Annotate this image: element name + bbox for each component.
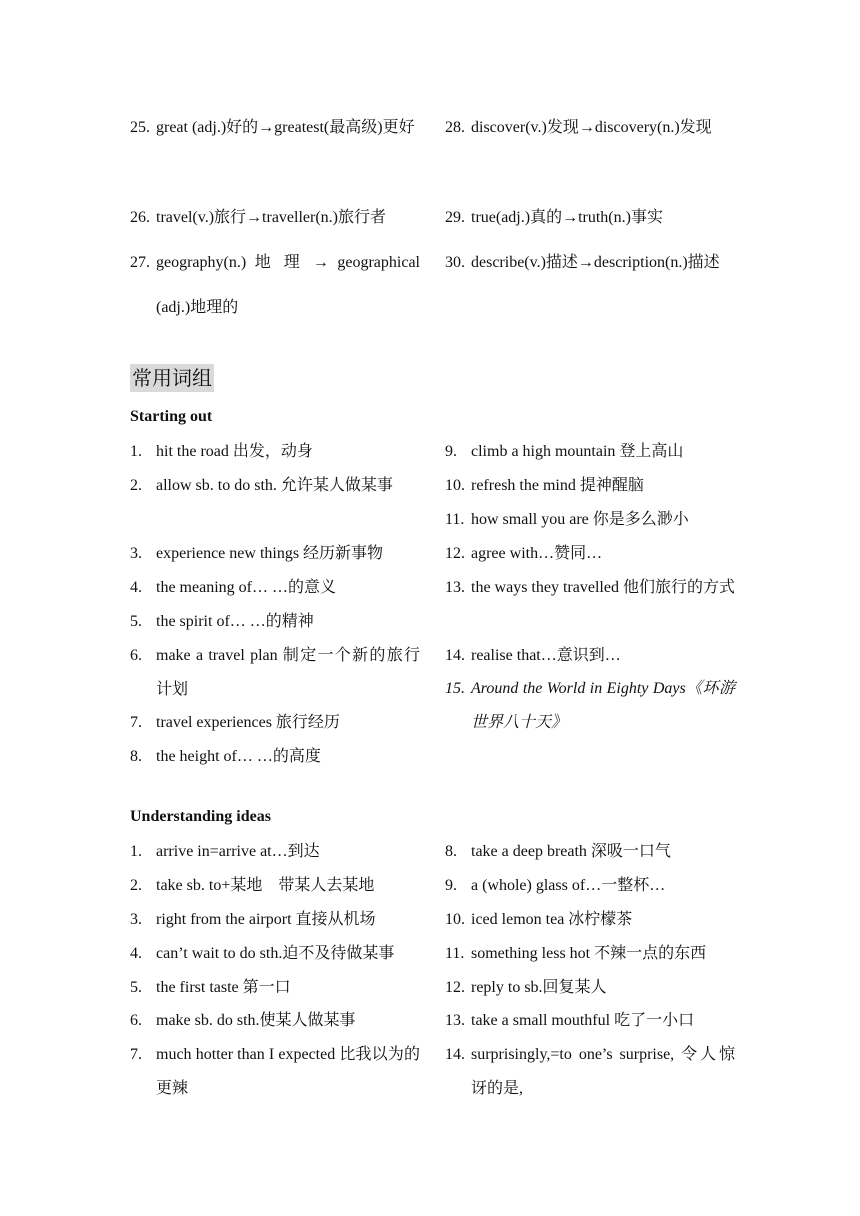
item-number: 12. — [445, 545, 465, 562]
item-number: 6. — [130, 1012, 142, 1029]
section-heading: 常用词组 — [132, 366, 212, 390]
list-item — [445, 672, 735, 740]
item-text: the meaning of… …的意义 — [156, 579, 336, 596]
item-text: right from the airport 直接从机场 — [156, 911, 376, 928]
list-item — [130, 835, 420, 869]
item-text: true(adj.)真的→truth(n.)事实 — [471, 209, 663, 226]
item-number: 6. — [130, 647, 142, 664]
item-text: experience new things 经历新事物 — [156, 545, 384, 562]
item-number: 12. — [445, 979, 465, 996]
item-number: 9. — [445, 877, 457, 894]
item-text: geography(n.) 地 理 → geographical (adj.)地理的 — [156, 254, 420, 316]
list-item — [445, 571, 735, 605]
list-item — [445, 639, 735, 673]
list-item — [130, 469, 420, 503]
item-text: the spirit of… …的精神 — [156, 613, 314, 630]
list-item — [130, 706, 420, 740]
item-text: allow sb. to do sth. 允许某人做某事 — [156, 477, 393, 494]
item-number: 11. — [445, 511, 465, 528]
item-number: 11. — [445, 945, 465, 962]
list-item — [130, 971, 420, 1005]
item-number: 7. — [130, 714, 142, 731]
item-text: hit the road 出发，动身 — [156, 443, 313, 460]
list-item — [130, 937, 420, 971]
item-number: 14. — [445, 647, 465, 664]
item-text: take sb. to+某地 带某人去某地 — [156, 877, 375, 894]
item-number: 26. — [130, 209, 150, 226]
item-text: describe(v.)描述→description(n.)描述 — [471, 254, 720, 271]
list-item — [445, 435, 735, 469]
list-item — [130, 1004, 420, 1038]
item-number: 1. — [130, 843, 142, 860]
item-number: 28. — [445, 119, 465, 136]
list-item — [445, 835, 735, 869]
subsection-title-starting-out: Starting out — [130, 408, 213, 425]
item-number: 14. — [445, 1046, 465, 1063]
list-item — [445, 503, 735, 537]
subsection-title-understanding-ideas: Understanding ideas — [130, 808, 271, 825]
item-text: agree with…赞同… — [471, 545, 603, 562]
item-text: great (adj.)好的→greatest(最高级)更好 — [156, 119, 415, 136]
item-number: 4. — [130, 579, 142, 596]
list-item — [445, 240, 735, 285]
item-number: 13. — [445, 1012, 465, 1029]
item-number: 30. — [445, 254, 465, 271]
list-item — [130, 195, 420, 240]
list-item — [130, 571, 420, 605]
item-number: 5. — [130, 979, 142, 996]
item-text: discover(v.)发现→discovery(n.)发现 — [471, 119, 712, 136]
list-item — [445, 1004, 735, 1038]
list-item — [445, 1038, 735, 1106]
item-text: can’t wait to do sth.迫不及待做某事 — [156, 945, 395, 962]
item-number: 9. — [445, 443, 457, 460]
item-number: 7. — [130, 1046, 142, 1063]
item-number: 10. — [445, 911, 465, 928]
item-number: 13. — [445, 579, 465, 596]
list-item — [130, 1038, 420, 1106]
item-number: 5. — [130, 613, 142, 630]
item-text: a (whole) glass of…一整杯… — [471, 877, 666, 894]
item-text: refresh the mind 提神醒脑 — [471, 477, 644, 494]
item-number: 27. — [130, 254, 150, 271]
item-text: iced lemon tea 冰柠檬茶 — [471, 911, 633, 928]
list-item — [445, 903, 735, 937]
item-text: arrive in=arrive at…到达 — [156, 843, 320, 860]
item-text: climb a high mountain 登上高山 — [471, 443, 684, 460]
item-text: surprisingly,=to one’s surprise, 令人惊讶的是, — [471, 1046, 735, 1097]
item-text: take a small mouthful 吃了一小口 — [471, 1012, 695, 1029]
item-number: 15. — [445, 680, 465, 697]
item-text: make a travel plan 制定一个新的旅行计划 — [156, 647, 420, 698]
item-text: take a deep breath 深吸一口气 — [471, 843, 671, 860]
item-text: travel(v.)旅行→traveller(n.)旅行者 — [156, 209, 386, 226]
list-item — [445, 971, 735, 1005]
list-item — [445, 937, 735, 971]
item-text: something less hot 不辣一点的东西 — [471, 945, 707, 962]
list-item — [130, 240, 420, 330]
item-text: the first taste 第一口 — [156, 979, 291, 996]
list-item — [445, 105, 735, 150]
item-text: realise that…意识到… — [471, 647, 621, 664]
item-number: 29. — [445, 209, 465, 226]
list-item — [445, 195, 735, 240]
item-number: 8. — [445, 843, 457, 860]
list-item — [445, 869, 735, 903]
list-item — [130, 605, 420, 639]
item-text: reply to sb.回复某人 — [471, 979, 607, 996]
list-item — [130, 869, 420, 903]
item-number: 3. — [130, 911, 142, 928]
item-number: 1. — [130, 443, 142, 460]
item-text: the ways they travelled 他们旅行的方式 — [471, 579, 735, 596]
item-text: make sb. do sth.使某人做某事 — [156, 1012, 356, 1029]
list-item — [445, 537, 735, 571]
list-item — [130, 639, 420, 707]
item-text: travel experiences 旅行经历 — [156, 714, 340, 731]
item-text: how small you are 你是多么渺小 — [471, 511, 689, 528]
item-number: 2. — [130, 877, 142, 894]
item-number: 4. — [130, 945, 142, 962]
item-number: 3. — [130, 545, 142, 562]
list-item — [130, 537, 420, 571]
list-item — [130, 435, 420, 469]
item-text: much hotter than I expected 比我以为的更辣 — [156, 1046, 420, 1097]
list-item — [130, 740, 420, 774]
list-item — [445, 469, 735, 503]
item-text: Around the World in Eighty Days《环游世界八十天》 — [471, 680, 735, 731]
item-number: 10. — [445, 477, 465, 494]
item-text: the height of… …的高度 — [156, 748, 321, 765]
item-number: 2. — [130, 477, 142, 494]
item-number: 25. — [130, 119, 150, 136]
list-item — [130, 903, 420, 937]
list-item — [130, 105, 420, 150]
item-number: 8. — [130, 748, 142, 765]
